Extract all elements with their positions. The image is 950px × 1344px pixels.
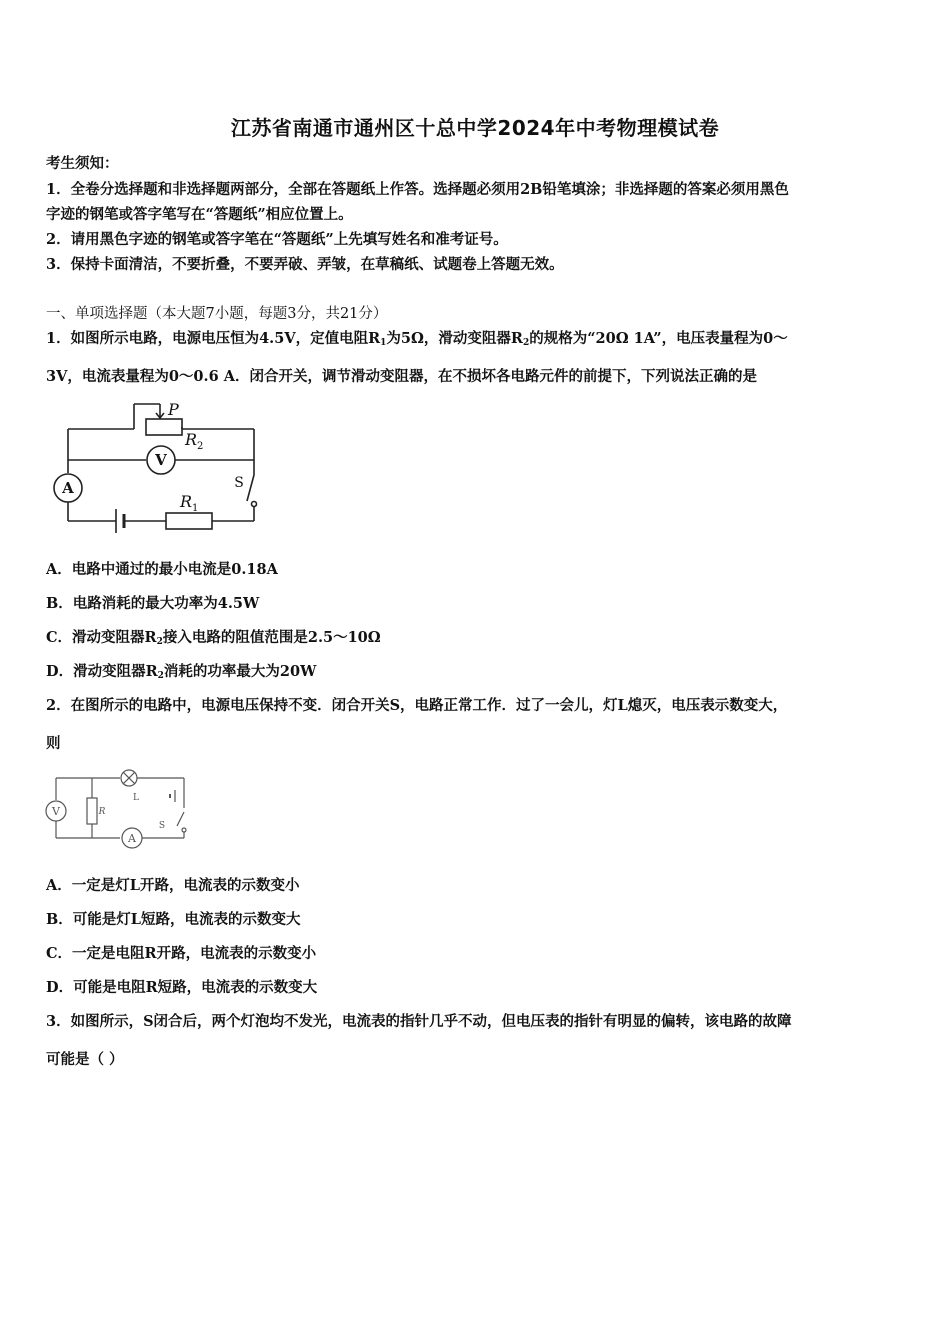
- label-s: S: [234, 475, 244, 491]
- q2-circuit-figure: [44, 768, 188, 854]
- q1-option-d: [46, 660, 316, 681]
- q2-option-c: C．一定是电阻R开路，电流表的示数变小: [46, 945, 317, 962]
- q2-circuit-diagram: [44, 768, 188, 854]
- switch-blade: [247, 475, 254, 501]
- question-2-text-cont: 则: [46, 735, 61, 752]
- question-2-text: 2．在图所示的电路中，电源电压保持不变．闭合开关S，电路正常工作．过了一会儿，灯L熄灭，电压表示数变大，: [46, 697, 788, 714]
- q1-text-part: 为5Ω，滑动变阻器R: [386, 330, 523, 347]
- q1-circuit-figure: [44, 397, 270, 541]
- label-s: S: [158, 821, 166, 831]
- page-title: 江苏省南通市通州区十总中学2024年中考物理模试卷: [230, 116, 720, 140]
- switch-contact: [182, 828, 186, 832]
- switch-blade: [177, 812, 184, 826]
- q2-option-d: D．可能是电阻R短路，电流表的示数变大: [46, 979, 318, 996]
- q1-option-d-part: 消耗的功率最大为20W: [163, 663, 317, 680]
- q1-option-c-part: 接入电路的阻值范围是2.5～10Ω: [162, 629, 381, 646]
- q2-option-b: B．可能是灯L短路，电流表的示数变大: [46, 911, 301, 928]
- q1-option-a: A．电路中通过的最小电流是0.18A: [46, 561, 278, 578]
- section-heading: 一、单项选择题（本大题7小题，每题3分，共21分）: [46, 306, 388, 322]
- label-v: V: [52, 805, 60, 818]
- q1-option-c: [46, 626, 381, 647]
- q1-subscript: 1: [380, 338, 387, 348]
- q1-option-c-part: C．滑动变阻器R: [46, 629, 157, 646]
- resistor-r2: [146, 419, 182, 435]
- q1-subscript: 2: [522, 338, 530, 348]
- question-1-text-cont: 3V，电流表量程为0～0.6 A．闭合开关，调节滑动变阻器，在不损坏各电路元件的前提下，下列说法正确的是: [46, 368, 757, 385]
- resistor-r1: [166, 513, 212, 529]
- q1-option-b: B．电路消耗的最大功率为4.5W: [46, 595, 260, 612]
- switch-contact: [252, 502, 257, 507]
- q1-text-part: 的规格为“20Ω 1A”，电压表量程为0～: [529, 330, 788, 347]
- label-r1-sub: 1: [192, 503, 199, 514]
- question-3-text-cont: 可能是（ ）: [46, 1051, 124, 1068]
- q1-option-d-sub: 2: [157, 671, 164, 681]
- question-1-text: [46, 327, 788, 348]
- label-r: R: [98, 807, 106, 817]
- label-a: A: [62, 479, 74, 497]
- q1-text-part: 1．如图所示电路，电源电压恒为4.5V，定值电阻R: [46, 330, 381, 347]
- q1-option-d-part: D．滑动变阻器R: [46, 663, 158, 680]
- label-p: P: [168, 400, 179, 419]
- notice-heading: 考生须知：: [46, 155, 119, 172]
- q1-option-c-sub: 2: [156, 637, 163, 647]
- q2-option-a: A．一定是灯L开路，电流表的示数变小: [46, 877, 300, 894]
- q1-circuit-diagram: [44, 397, 270, 541]
- label-a: A: [128, 832, 136, 845]
- notice-item: 3．保持卡面清洁，不要折叠，不要弄破、弄皱，在草稿纸、试题卷上答题无效。: [46, 256, 564, 273]
- notice-item: 2．请用黑色字迹的钢笔或答字笔在“答题纸”上先填写姓名和准考证号。: [46, 231, 508, 248]
- label-l: L: [133, 793, 139, 803]
- notice-item: 1．全卷分选择题和非选择题两部分，全部在答题纸上作答。选择题必须用2B铅笔填涂；非选择题的答案必须用黑色: [46, 181, 789, 198]
- label-r2-sub: 2: [197, 441, 204, 452]
- resistor-r: [87, 798, 97, 824]
- question-3-text: 3．如图所示，S闭合后，两个灯泡均不发光，电流表的指针几乎不动，但电压表的指针有明显的偏转，该电路的故障: [46, 1013, 792, 1030]
- label-r1: R: [180, 492, 193, 511]
- label-v: V: [155, 451, 167, 469]
- notice-item: 字迹的钢笔或答字笔写在“答题纸”相应位置上。: [46, 206, 353, 223]
- label-r2: R: [185, 430, 198, 449]
